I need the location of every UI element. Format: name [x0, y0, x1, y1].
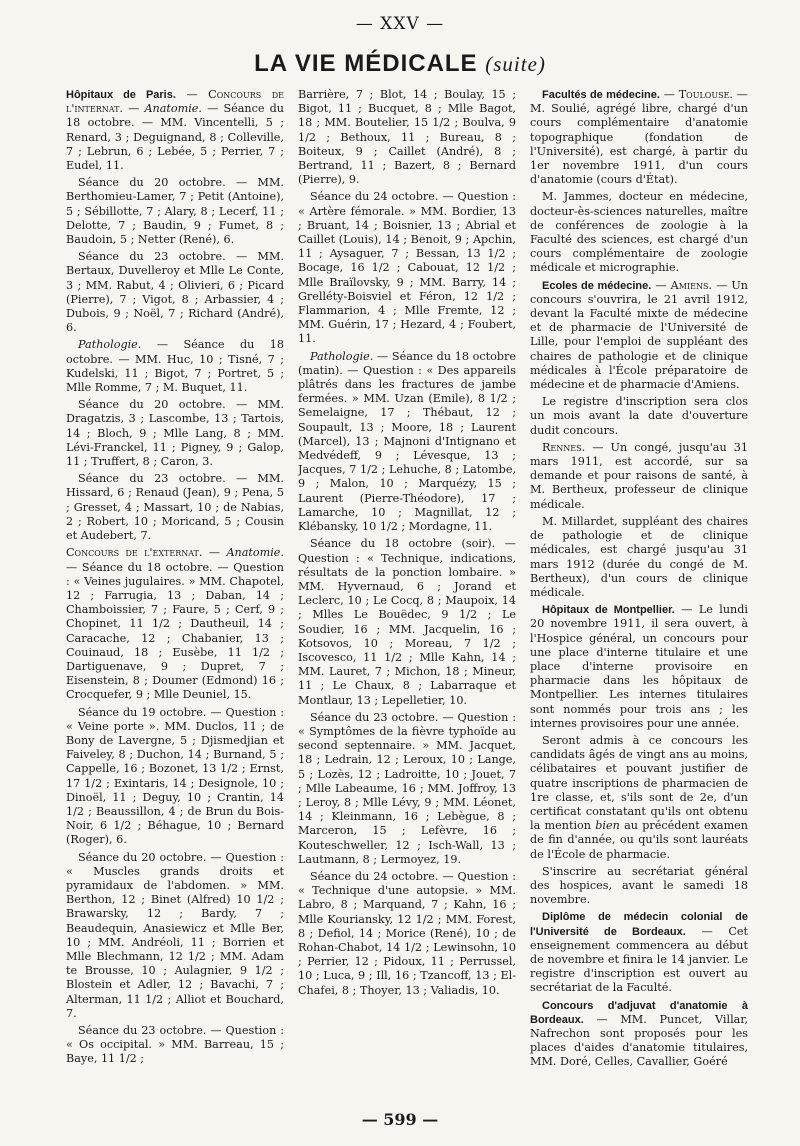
- column-1: [66, 88, 284, 1098]
- section-heading: Facultés de médecine.: [542, 89, 660, 101]
- paragraph: Séance du 20 octobre. — MM. Berthomieu-Lamer, 7 ; Petit (Antoine), 5 ; Sébillotte, 7 ; Alary, 8 ; Lecerf, 11 ; Delotte, 7 ; Baudin, 9 ; Fumet, 8 ; Baudoin, 5 ; Netter (René), 6.: [66, 176, 284, 247]
- paragraph: Séance du 23 octobre. — Question : « Os occipital. » MM. Barreau, 15 ; Baye, 11 1/2 ;: [66, 1024, 284, 1066]
- paragraph: Le registre d'inscription sera clos un mois avant la date d'ouverture dudit concours.: [530, 395, 748, 437]
- page-number: — 599 —: [361, 1110, 439, 1129]
- paragraph: Pathologie. — Séance du 18 octobre. — MM. Huc, 10 ; Tisné, 7 ; Kudelski, 11 ; Bigot, 7 ; Portret, 5 ; Mlle Romme, 7 ; M. Buquet, 11.: [66, 338, 284, 395]
- paragraph: Séance du 23 octobre. — MM. Hissard, 6 ; Renaud (Jean), 9 ; Pena, 5 ; Gresset, 4 ; Massart, 10 ; de Nabias, 2 ; Robert, 10 ; Moricand, 5 ; Cousin et Audebert, 7.: [66, 472, 284, 543]
- title-suffix: (suite): [485, 52, 546, 76]
- paragraph: Pathologie. — Séance du 18 octobre (matin). — Question : « Des appareils plâtrés dans les fractures de jambe fermées. » MM. Uzan (Emile), 8 1/2 ; Semelaigne, 17 ; Thébaut, 12 ; Soupault, 13 ; Moore, 18 ; Laurent (Marcel), 13 ; Majnoni d'Intignano et Medvédeff, 9 ; Lévesque, 13 ; Jacques, 7 1/2 ; Lehuche, 8 ; Latombe, 9 ; Malon, 10 ; Marquézy, 15 ; Laurent (Pierre-Théodore), 17 ; Lamarche, 10 ; Magnillat, 12 ; Klébansky, 10 1/2 ; Mordagne, 11.: [298, 349, 516, 534]
- paragraph: Séance du 23 octobre. — MM. Bertaux, Duvelleroy et Mlle Le Conte, 3 ; MM. Rabut, 4 ; Olivieri, 6 ; Picard (Pierre), 7 ; Vigot, 8 ; Arbassier, 4 ; Dubois, 9 ; Noël, 7 ; Richard (André), 6.: [66, 250, 284, 335]
- paragraph: Séance du 23 octobre. — Question : « Symptômes de la fièvre typhoïde au second septennaire. » MM. Jacquet, 18 ; Ledrain, 12 ; Leroux, 10 ; Lange, 5 ; Lozès, 12 ; Ladroitte, 10 ; Jouet, 7 ; Mlle Labeaume, 16 ; MM. Joffroy, 13 ; Leroy, 8 ; Mlle Lévy, 9 ; MM. Léonet, 14 ; Kleinmann, 16 ; Lebègue, 8 ; Marceron, 15 ; Lefèvre, 16 ; Kouteschweller, 12 ; Isch-Wall, 13 ; Lautmann, 8 ; Lermoyez, 19.: [298, 710, 516, 866]
- column-2: [298, 88, 516, 1098]
- paragraph: Séance du 18 octobre (soir). — Question : « Technique, indications, résultats de la ponction lombaire. » MM. Hyvernaud, 6 ; Jorand et Leclerc, 10 ; Le Cocq, 8 ; Maupoix, 14 ; Mlles Le Bouëdec, 9 1/2 ; Le Soudier, 16 ; MM. Jacquelin, 16 ; Kotsovos, 10 ; Moreau, 7 1/2 ; Iscovesco, 11 1/2 ; Mlle Kahn, 14 ; MM. Lauret, 7 ; Michon, 18 ; Mineur, 11 ; Le Chaux, 8 ; Labarraque et Montlaur, 13 ; Lepelletier, 10.: [298, 537, 516, 707]
- column-3: [530, 88, 748, 1098]
- section-heading: Hôpitaux de Paris.: [66, 89, 176, 101]
- paragraph: Concours d'adjuvat d'anatomie à Bordeaux. — MM. Puncet, Villar, Nafrechon sont proposés pour les places d'aides d'anatomie titulaires, MM. Doré, Celles, Cavallier, Goéré: [530, 999, 748, 1069]
- paragraph: Ecoles de médecine. — Amiens. — Un concours s'ouvrira, le 21 avril 1912, devant la Faculté mixte de médecine et de pharmacie de l'Université de Lille, pour l'emploi de suppléant des chaires de pathologie et de clinique médicales à l'École préparatoire de médecine et de pharmacie d'Amiens.: [530, 278, 748, 392]
- section-heading: Ecoles de médecine.: [542, 279, 652, 292]
- subsection-heading: Concours de l'externat.: [66, 546, 203, 560]
- paragraph: Seront admis à ce concours les candidats âgés de vingt ans au moins, célibataires et pouvant justifier de quatre inscriptions de pharmacien de 1re classe, et, s'ils sont de 2e, d'un certificat constatant qu'ils ont obtenu la mention bien au précédent examen de fin d'année, ou qu'ils sont lauréats de l'École de pharmacie.: [530, 733, 748, 861]
- paragraph: Séance du 19 octobre. — Question : « Veine porte ». MM. Duclos, 11 ; de Bony de Lavergne, 5 ; Djismedjian et Faiveley, 8 ; Duchon, 14 ; Burnand, 5 ; Cappelle, 16 ; Bozonet, 13 1/2 ; Ernst, 17 1/2 ; Exintaris, 14 ; Designole, 10 ; Dinoël, 11 ; Deguy, 10 ; Crantin, 14 1/2 ; Beaussillon, 4 ; de Brun du Bois-Noir, 6 1/2 ; Béhague, 10 ; Bernard (Roger), 6.: [66, 705, 284, 847]
- paragraph: M. Millardet, suppléant des chaires de pathologie et de clinique médicales, est chargé jusqu'au 31 mars 1912 (durée du congé de M. Bertheux), d'un cours de clinique médicale.: [530, 514, 748, 599]
- section-heading: Hôpitaux de Montpellier.: [542, 604, 675, 617]
- paragraph: Séance du 24 octobre. — Question : « Artère fémorale. » MM. Bordier, 13 ; Bruant, 14 ; Boisnier, 13 ; Abrial et Caillet (Louis), 14 ; Benoit, 9 ; Apchin, 11 ; Aysaguer, 7 ; Bessan, 13 1/2 ; Bocage, 16 1/2 ; Cabouat, 12 1/2 ; Mlle Braïlovsky, 9 ; MM. Barry, 14 ; Grelléty-Boisviel et Féron, 12 1/2 ; Flammarion, 4 ; Mlle Fremte, 12 ; MM. Guérin, 17 ; Hezard, 4 ; Foubert, 11.: [298, 190, 516, 346]
- paragraph: Concours de l'externat. — Anatomie. — Séance du 18 octobre. — Question : « Veines jugulaires. » MM. Chapotel, 12 ; Farrugia, 13 ; Daban, 14 ; Chamboissier, 7 ; Faure, 5 ; Cerf, 9 ; Chopinet, 11 1/2 ; Dautheuil, 14 ; Caracache, 12 ; Chabanier, 13 ; Couinaud, 18 ; Eusèbe, 11 1/2 ; Dartiguenave, 9 ; Dupret, 7 ; Eisenstein, 8 ; Doumer (Edmond) 16 ; Crocquefer, 9 ; Mlle Deuniel, 15.: [66, 546, 284, 702]
- paragraph: Séance du 20 octobre. — MM. Dragatzis, 3 ; Lascombe, 13 ; Tartois, 14 ; Bloch, 9 ; Mlle Lang, 8 ; MM. Lévi-Franckel, 11 ; Pigney, 9 ; Galop, 11 ; Truffert, 8 ; Caron, 3.: [66, 398, 284, 469]
- paragraph: Séance du 20 octobre. — Question : « Muscles grands droits et pyramidaux de l'abdomen. » MM. Berthon, 12 ; Binet (Alfred) 10 1/2 ; Brawarsky, 12 ; Bardy, 7 ; Beaudequin, Anasiewicz et Mlle Ber, 10 ; MM. Andréoli, 11 ; Borrien et Mlle Blechmann, 12 1/2 ; MM. Adam te Brousse, 10 ; Aulagnier, 9 1/2 ; Blostein et Adler, 12 ; Bavachi, 7 ; Alterman, 11 1/2 ; Alliot et Bouchard, 7.: [66, 850, 284, 1020]
- paragraph: Barrière, 7 ; Blot, 14 ; Boulay, 15 ; Bigot, 11 ; Bucquet, 8 ; Mlle Bagot, 18 ; MM. Boutelier, 15 1/2 ; Boulva, 9 1/2 ; Bethoux, 11 ; Bureau, 8 ; Boiteux, 9 ; Caillet (André), 8 ; Bertrand, 11 ; Bazert, 8 ; Bernard (Pierre), 9.: [298, 88, 516, 187]
- page-roman-numeral: — XXV —: [355, 14, 445, 34]
- title-main: LA VIE MÉDICALE: [254, 50, 478, 77]
- text-columns: [66, 88, 748, 1098]
- page-title: [0, 50, 800, 78]
- paragraph: Hôpitaux de Montpellier. — Le lundi 20 novembre 1911, il sera ouvert, à l'Hospice général, un concours pour une place d'interne titulaire et une place d'interne provisoire en pharmacie dans les hôpitaux de Montpellier. Les internes titulaires sont nommés pour trois ans ; les internes provisoires pour une année.: [530, 603, 748, 730]
- paragraph: Rennes. — Un congé, jusqu'au 31 mars 1911, est accordé, sur sa demande et pour raisons de santé, à M. Bertheux, professeur de clinique médicale.: [530, 440, 748, 511]
- paragraph: S'inscrire au secrétariat général des hospices, avant le samedi 18 novembre.: [530, 864, 748, 907]
- paragraph: M. Jammes, docteur en médecine, docteur-ès-sciences naturelles, maître de conférences de zoologie à la Faculté des sciences, est chargé d'un cours complémentaire de zoologie médicale et micrographie.: [530, 190, 748, 275]
- paragraph: Hôpitaux de Paris. — Concours de l'internat. — Anatomie. — Séance du 18 octobre. — MM. Vincentelli, 5 ; Renard, 3 ; Deguignand, 8 ; Colleville, 7 ; Lebrun, 6 ; Lebée, 5 ; Perrier, 7 ; Eudel, 11.: [66, 88, 284, 173]
- paragraph: Séance du 24 octobre. — Question : « Technique d'une autopsie. » MM. Labro, 8 ; Marquand, 7 ; Kahn, 16 ; Mlle Kouriansky, 12 1/2 ; MM. Forest, 8 ; Defiol, 14 ; Morice (René), 10 ; de Rohan-Chabot, 14 1/2 ; Lewinsohn, 10 ; Perrier, 12 ; Pidoux, 11 ; Perrussel, 10 ; Luca, 9 ; Ill, 16 ; Tzancoff, 13 ; El-Chafei, 8 ; Thoyer, 13 ; Valiadis, 10.: [298, 869, 516, 997]
- section-heading: Concours d'adjuvat d'anatomie à Bordeaux.: [530, 999, 748, 1026]
- paragraph: Diplôme de médecin colonial de l'Université de Bordeaux. — Cet enseignement commencera au début de novembre et finira le 14 janvier. Le registre d'inscription est ouvert au secrétariat de la Faculté.: [530, 911, 748, 995]
- paragraph: Facultés de médecine. — Toulouse. — M. Soulié, agrégé libre, chargé d'un cours complémentaire d'anatomie topographique (fondation de l'Université), est chargé, à partir du 1er novembre 1911, d'un cours d'anatomie (cours d'État).: [530, 88, 748, 187]
- section-heading: Diplôme de médecin colonial de l'Université de Bordeaux.: [530, 911, 748, 938]
